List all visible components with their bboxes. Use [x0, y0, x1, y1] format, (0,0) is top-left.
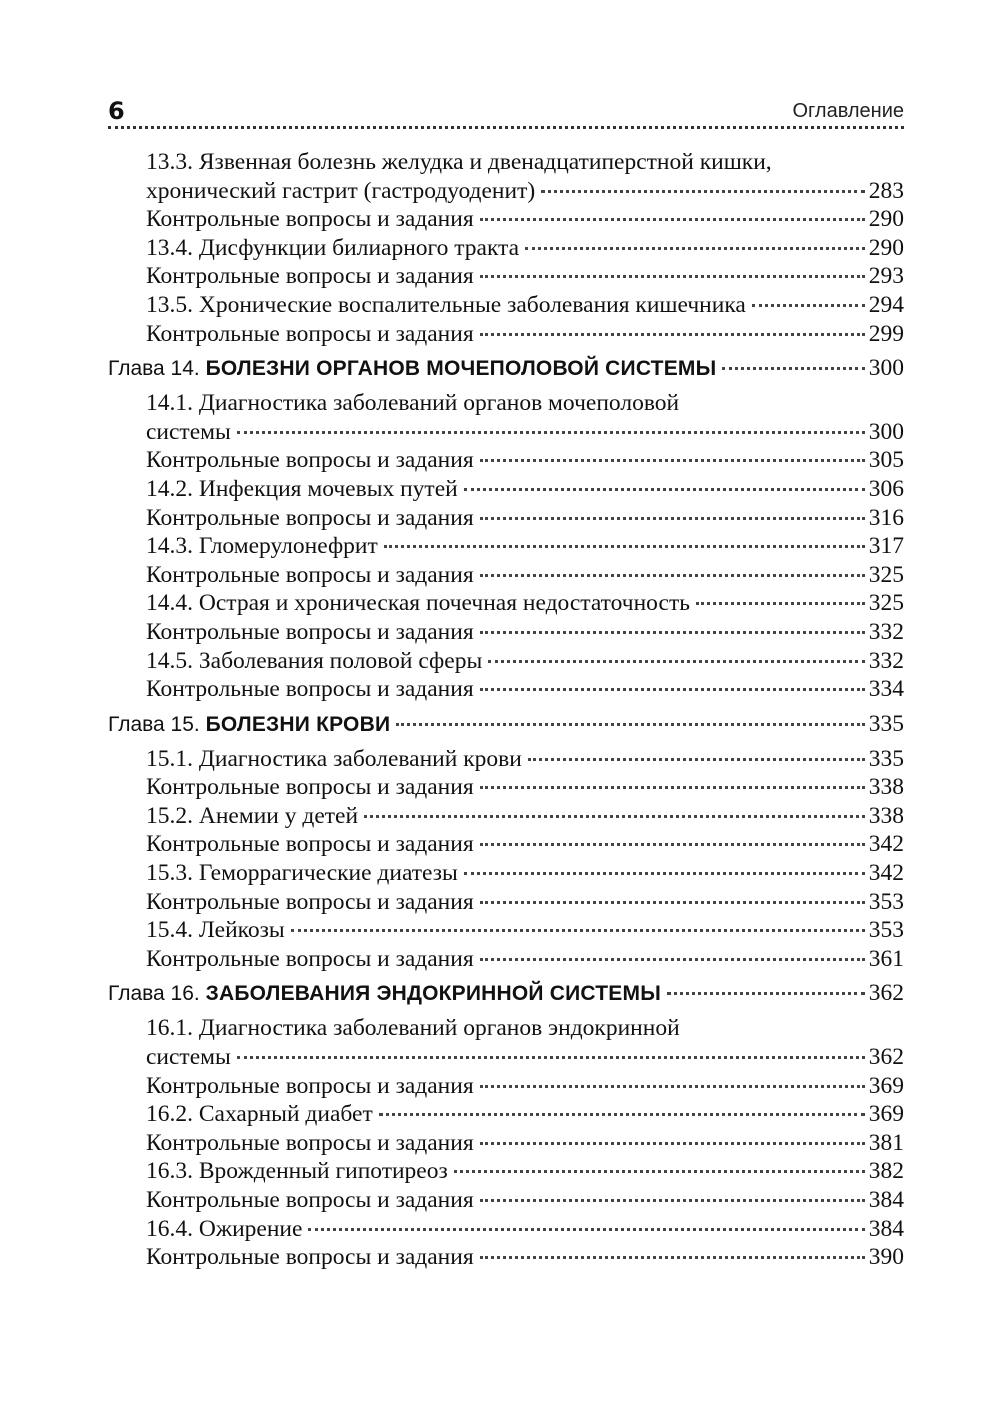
section-label: 16.4. Ожирение [146, 1215, 303, 1242]
section-label: Контрольные вопросы и задания [146, 447, 474, 474]
page-ref: 334 [868, 676, 904, 703]
dot-leader [480, 1142, 865, 1145]
chapter-title: ЗАБОЛЕВАНИЯ ЭНДОКРИННОЙ СИСТЕМЫ [205, 982, 661, 1006]
section-label: 15.4. Лейкозы [146, 917, 285, 944]
section-label: 16.2. Сахарный диабет [146, 1101, 373, 1128]
section-label: Контрольные вопросы и задания [146, 263, 474, 290]
chapter-label [108, 352, 716, 386]
section-label: 15.2. Анемии у детей [146, 802, 359, 829]
section-label: Контрольные вопросы и задания [146, 888, 474, 915]
dot-leader [480, 688, 865, 691]
dot-leader [384, 545, 865, 548]
dot-leader [464, 488, 865, 491]
page-ref: 317 [868, 533, 904, 560]
dot-leader [379, 1113, 865, 1116]
dot-leader [752, 304, 865, 307]
dot-leader [480, 275, 865, 278]
toc-section-entry[interactable] [108, 504, 904, 533]
page-ref: 335 [868, 710, 904, 737]
dot-leader [480, 631, 865, 634]
page-ref: 300 [868, 418, 904, 445]
page-ref: 384 [868, 1187, 904, 1213]
page-number: 6 [108, 97, 125, 125]
section-label: 13.4. Дисфункции билиарного тракта [146, 234, 520, 261]
dot-leader [480, 1199, 865, 1202]
page-ref: 342 [868, 860, 904, 887]
dot-leader [237, 1056, 865, 1059]
page-ref: 369 [868, 1101, 904, 1128]
toc-section-entry[interactable] [108, 1072, 904, 1101]
page-ref: 294 [868, 291, 904, 318]
running-head: Оглавление [792, 100, 904, 122]
dot-leader [364, 815, 865, 818]
dot-leader [488, 660, 865, 663]
page-ref: 325 [868, 561, 904, 588]
dot-leader [291, 929, 865, 932]
dot-leader [308, 1228, 864, 1231]
toc-section-entry[interactable] [108, 589, 904, 618]
page-ref: 299 [868, 320, 904, 347]
toc-section-entry[interactable] [108, 291, 904, 320]
page-ref: 332 [868, 647, 904, 674]
header-dotted-rule [108, 126, 904, 129]
section-label: 14.2. Инфекция мочевых путей [146, 475, 458, 502]
page-ref: 305 [868, 447, 904, 474]
page-ref: 332 [868, 618, 904, 645]
dot-leader [480, 218, 865, 221]
section-label: Контрольные вопросы и задания [146, 561, 474, 588]
toc-section-entry[interactable] [108, 234, 904, 263]
page-ref: 384 [868, 1215, 904, 1242]
dot-leader [525, 247, 865, 250]
dot-leader [480, 517, 865, 520]
dot-leader [667, 992, 865, 995]
toc-chapter-entry[interactable] [108, 707, 904, 742]
page-ref: 290 [868, 234, 904, 261]
section-label: Контрольные вопросы и задания [146, 206, 474, 233]
page-ref: 361 [868, 945, 904, 972]
toc-section-entry[interactable] [108, 262, 904, 291]
page-ref: 353 [868, 888, 904, 915]
toc-section-entry[interactable] [108, 1100, 904, 1129]
section-label: 16.3. Врожденный гипотиреоз [146, 1158, 448, 1185]
toc-section-entry[interactable] [108, 1243, 904, 1272]
toc-section-entry[interactable] [108, 675, 904, 704]
section-label: 13.5. Хронические воспалительные заболевания кишечника [146, 291, 746, 318]
toc-section-entry[interactable] [108, 1129, 904, 1158]
dot-leader [480, 958, 865, 961]
toc-section-entry[interactable] [108, 1157, 904, 1186]
chapter-title: БОЛЕЗНИ ОРГАНОВ МОЧЕПОЛОВОЙ СИСТЕМЫ [205, 357, 717, 381]
toc-section-entry[interactable] [108, 446, 904, 475]
section-label: системы [146, 1044, 231, 1071]
page-ref: 382 [868, 1158, 904, 1185]
toc-section-entry[interactable] [108, 745, 904, 774]
page-ref: 353 [868, 917, 904, 944]
toc-entry-first-line[interactable]: 13.3. Язвенная болезнь желудка и двенадцатиперстной кишки, [146, 149, 772, 175]
page-ref: 316 [868, 504, 904, 531]
section-label: Контрольные вопросы и задания [146, 676, 474, 703]
page-ref: 293 [868, 263, 904, 290]
dot-leader [696, 602, 865, 605]
toc-section-entry[interactable] [108, 1186, 904, 1215]
section-label: Контрольные вопросы и задания [146, 504, 474, 531]
page-ref: 338 [868, 774, 904, 801]
toc-section-entry[interactable] [108, 561, 904, 590]
toc-entry-first-line[interactable]: 16.1. Диагностика заболеваний органов эндокринной [146, 1015, 680, 1042]
dot-leader [480, 1085, 865, 1088]
toc-section-entry[interactable] [108, 320, 904, 349]
toc-section-entry[interactable] [108, 888, 904, 917]
section-label: Контрольные вопросы и задания [146, 774, 474, 801]
dot-leader [480, 786, 865, 789]
toc-section-entry[interactable] [108, 916, 904, 945]
section-label: Контрольные вопросы и задания [146, 1129, 474, 1156]
section-label: 14.3. Гломерулонефрит [146, 533, 378, 560]
toc-section-entry[interactable] [108, 647, 904, 676]
dot-leader [480, 574, 865, 577]
toc-section-entry[interactable] [108, 1215, 904, 1244]
dot-leader [396, 723, 865, 726]
section-label: 15.1. Диагностика заболеваний крови [146, 745, 522, 772]
table-of-contents [108, 148, 904, 1272]
dot-leader [480, 843, 865, 846]
section-label: системы [146, 418, 231, 445]
toc-section-entry[interactable] [108, 475, 904, 504]
page-ref: 283 [868, 177, 904, 204]
dot-leader [722, 367, 864, 370]
section-label: Контрольные вопросы и задания [146, 831, 474, 858]
toc-section-entry[interactable] [108, 945, 904, 974]
section-label: Контрольные вопросы и задания [146, 945, 474, 972]
dot-leader [464, 872, 865, 875]
chapter-number: Глава 15. [108, 712, 200, 736]
dot-leader [480, 901, 865, 904]
toc-section-entry[interactable] [108, 802, 904, 831]
toc-section-entry[interactable] [108, 1043, 904, 1072]
page-ref: 362 [868, 980, 904, 1007]
page-ref: 338 [868, 802, 904, 829]
dot-leader [528, 758, 865, 761]
page-ref: 390 [868, 1244, 904, 1271]
page-ref: 306 [868, 475, 904, 502]
page-ref: 290 [868, 206, 904, 233]
dot-leader [541, 190, 865, 193]
toc-entry-first-line[interactable]: 14.1. Диагностика заболеваний органов мочеполовой [146, 390, 680, 417]
page-ref: 362 [868, 1044, 904, 1071]
chapter-number: Глава 16. [108, 982, 200, 1006]
dot-leader [480, 459, 865, 462]
toc-section-entry[interactable] [108, 418, 904, 447]
toc-section-entry[interactable] [108, 773, 904, 802]
section-label: Контрольные вопросы и задания [146, 618, 474, 645]
dot-leader [480, 333, 865, 336]
page-ref: 325 [868, 590, 904, 617]
toc-section-entry[interactable] [108, 830, 904, 859]
page-ref: 381 [868, 1129, 904, 1156]
section-label: 14.4. Острая и хроническая почечная недостаточность [146, 590, 690, 617]
section-label: 15.3. Геморрагические диатезы [146, 860, 458, 887]
chapter-label [108, 708, 390, 742]
page-ref: 300 [868, 355, 904, 382]
page-ref: 369 [868, 1072, 904, 1099]
toc-chapter-entry[interactable] [108, 976, 904, 1011]
section-label: Контрольные вопросы и задания [146, 1187, 474, 1213]
toc-section-entry[interactable] [108, 618, 904, 647]
dot-leader [237, 431, 865, 434]
section-label: Контрольные вопросы и задания [146, 1244, 474, 1271]
chapter-number: Глава 14. [108, 357, 200, 381]
page-ref: 342 [868, 831, 904, 858]
toc-chapter-entry[interactable] [108, 351, 904, 386]
section-label: Контрольные вопросы и задания [146, 1072, 474, 1099]
toc-section-entry[interactable] [108, 532, 904, 561]
section-label: 14.5. Заболевания половой сферы [146, 647, 483, 674]
dot-leader [454, 1170, 865, 1173]
toc-section-entry[interactable] [108, 859, 904, 888]
chapter-label [108, 977, 661, 1011]
chapter-title: БОЛЕЗНИ КРОВИ [205, 712, 391, 736]
section-label: хронический гастрит (гастродуоденит) [146, 177, 536, 204]
toc-section-entry[interactable] [108, 205, 904, 234]
section-label: Контрольные вопросы и задания [146, 320, 474, 347]
toc-section-entry[interactable] [108, 177, 904, 206]
dot-leader [480, 1256, 865, 1259]
page-ref: 335 [868, 745, 904, 772]
